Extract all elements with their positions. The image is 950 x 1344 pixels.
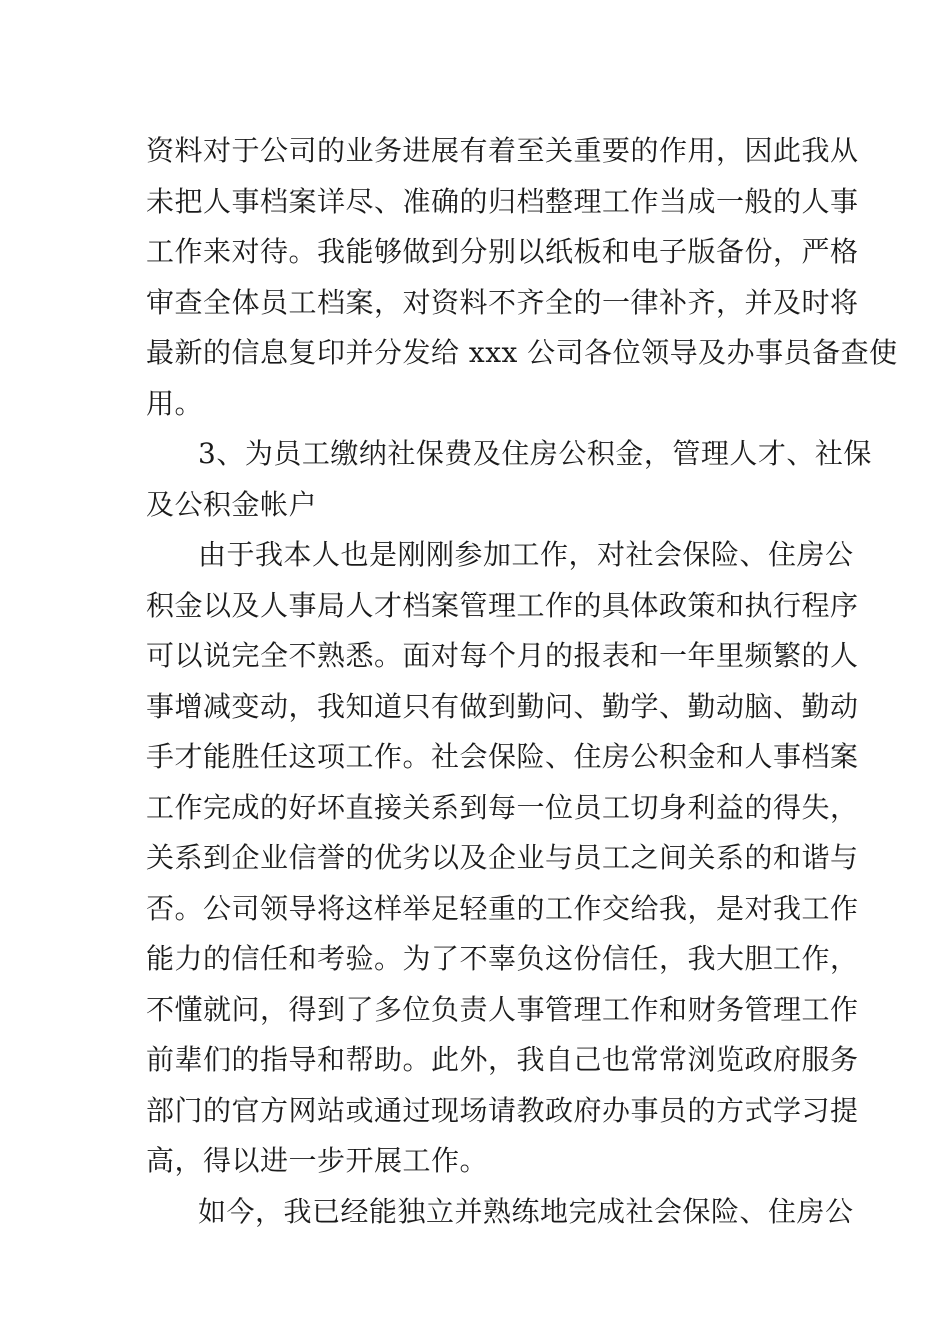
text-line-4: 审查全体员工档案，对资料不齐全的一律补齐，并及时将 [146, 285, 859, 319]
text-line-19: 前辈们的指导和帮助。此外，我自己也常常浏览政府服务 [146, 1043, 859, 1076]
document-body [146, 126, 898, 1237]
text-line-11: 可以说完全不熟悉。面对每个月的报表和一年里频繁的人 [146, 639, 859, 672]
text-line-2: 未把人事档案详尽、准确的归档整理工作当成一般的人事 [146, 184, 859, 218]
text-line-13: 手才能胜任这项工作。社会保险、住房公积金和人事档案 [146, 740, 859, 773]
section-heading-line-2: 及公积金帐户 [146, 487, 318, 521]
text-line-15: 关系到企业信誉的优劣以及企业与员工之间关系的和谐与 [146, 841, 859, 874]
text-line-5: 最新的信息复印并分发给 xxx 公司各位领导及办事员备查使 [146, 336, 898, 369]
text-line-9: 由于我本人也是刚刚参加工作，对社会保险、住房公 [198, 538, 854, 571]
text-line-18: 不懂就问，得到了多位负责人事管理工作和财务管理工作 [146, 992, 859, 1026]
text-line-12: 事增减变动，我知道只有做到勤问、勤学、勤动脑、勤动 [146, 689, 859, 723]
text-line-3: 工作来对待。我能够做到分别以纸板和电子版备份，严格 [146, 235, 859, 268]
text-line-6: 用。 [146, 386, 204, 420]
text-line-1: 资料对于公司的业务进展有着至关重要的作用，因此我从 [146, 134, 859, 167]
text-line-20: 部门的官方网站或通过现场请教政府办事员的方式学习提 [146, 1093, 859, 1127]
text-line-14: 工作完成的好坏直接关系到每一位员工切身利益的得失， [146, 790, 859, 824]
text-line-21: 高，得以进一步开展工作。 [146, 1144, 489, 1177]
section-heading-line-1: 3、为员工缴纳社保费及住房公积金，管理人才、社保 [198, 437, 872, 470]
text-line-17: 能力的信任和考验。为了不辜负这份信任，我大胆工作， [146, 942, 859, 975]
text-line-10: 积金以及人事局人才档案管理工作的具体政策和执行程序 [146, 588, 859, 622]
text-line-22: 如今，我已经能独立并熟练地完成社会保险、住房公 [198, 1194, 854, 1228]
text-line-16: 否。公司领导将这样举足轻重的工作交给我，是对我工作 [146, 891, 859, 925]
